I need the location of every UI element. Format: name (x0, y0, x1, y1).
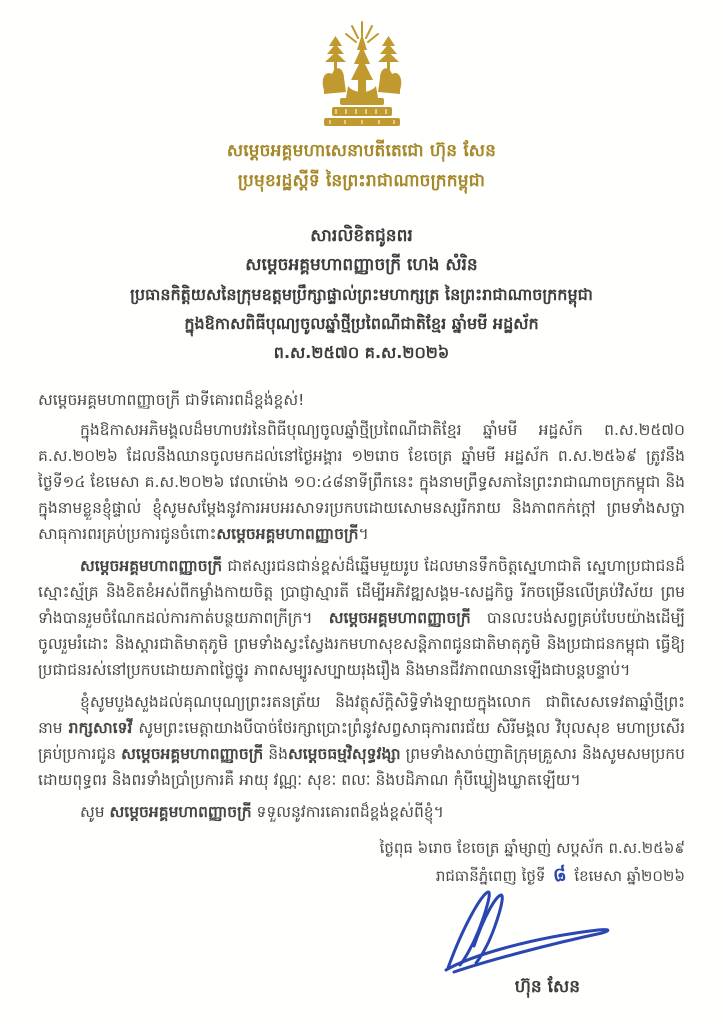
salutation (38, 387, 685, 413)
p3-text-4: ព្រមទាំងសាច់ញាតិក្រុមគ្រួសារ និងសូមសមប្រកបដោយពុទ្ធពរ និងពរទាំងប្រាំប្រការគឺ អាយុ វណ្ណៈ សុខៈ ពលៈ និងបដិភាណ កុំបីឃ្លៀងឃ្លាតឡើយ។ (38, 745, 685, 789)
p2-text-2: បានលះបង់សព្វគ្រប់បែបយ៉ាងដើម្បីចូលរួមរំដោះ និងស្តារជាតិមាតុភូមិ ព្រមទាំងស្វះស្វែងរកមហាសុខសន្តិភាពជូនជាតិមាតុភូមិ និងប្រជាជនកម្ពុជា ធ្វើឱ្យប្រជាជនរស់នៅប្រកបដោយភាពថ្លៃថ្នូរ ភាពសម្បូរសប្បាយរុងរឿង និងមានជីវភាពឈានឡើងជាបន្តបន្ទាប់។ (38, 609, 685, 679)
lunar-date-line: ថ្ងៃពុធ ៦រោច ខែចេត្រ ឆ្នាំម្សាញ់ សប្តស័ក ព.ស.២៥៦៩ (379, 839, 685, 857)
occasion-line: ក្នុងឱកាសពិធីបុណ្យចូលឆ្នាំថ្មីប្រពៃណីជាតិខ្មែរ ឆ្នាំមមី អដ្ឋស័ក (184, 314, 539, 333)
era-years-line: ព.ស.២៥៧០ គ.ស.២០២៦ (273, 343, 450, 362)
paragraph-4 (38, 799, 685, 825)
letter-title: សារលិខិតជូនពរ (310, 226, 413, 246)
signature-area (38, 892, 685, 1022)
cambodia-royal-arms-icon (307, 20, 417, 132)
letterhead-line-1: សម្តេចអគ្គមហាសេនាបតីតេជោ ហ៊ុន សែន (226, 141, 497, 161)
p3-text-1: ខ្ញុំសូមបួងសួងដល់គុណបុណ្យព្រះរតនត្រ័យ និងវត្ថុស័ក្តិសិទ្ធិទាំងឡាយក្នុងលោក ជាពិសេសទេវតាឆ្នាំថ្មីព្រះនាម (38, 693, 685, 737)
recipient-position: ប្រធានកិត្តិយសនៃក្រុមឧត្តមប្រឹក្សាផ្ទាល់ព្រះមហាក្សត្រ នៃព្រះរាជាណាចក្រកម្ពុជា (130, 285, 593, 304)
p3-text-3: និង (263, 745, 288, 763)
letterhead-line-2: ប្រមុខរដ្ឋស្តីទី នៃព្រះរាជាណាចក្រកម្ពុជា (237, 171, 486, 191)
closing-block (38, 835, 685, 890)
letterhead-sender-title (38, 136, 685, 196)
letter-title-block (38, 222, 685, 367)
letter-body (38, 387, 685, 825)
p4-text-2: ទទួលនូវការគោរពដ៏ខ្ពង់ខ្ពស់ពីខ្ញុំ។ (251, 803, 444, 821)
p4-honorific: សម្តេចអគ្គមហាពញ្ញាចក្រី (109, 803, 252, 821)
p1-honorific: សម្តេចអគ្គមហាពញ្ញាចក្រី (216, 525, 359, 543)
paragraph-3 (38, 689, 685, 793)
p2-text-1: ជាឥស្សរជនជាន់ខ្ពស់ដ៏ឆ្នើមមួយរូប ដែលមានទឹកចិត្តស្នេហាជាតិ ស្នេហាប្រជាជនដ៏ស្មោះស្ម័គ្រ និងខិតខំអស់ពីកម្លាំងកាយចិត្ត ប្រាជ្ញាស្មារតី ដើម្បីអភិវឌ្ឍសង្គម-សេដ្ឋកិច្ច រីកចម្រើនលើគ្រប់វិស័យ ព្រមទាំងបានរួមចំណែកដល់ការកាត់បន្ថយភាពក្រីក្រ។ (38, 557, 685, 627)
p2-honorific-1: សម្តេចអគ្គមហាពញ្ញាចក្រី (80, 557, 223, 575)
p2-honorific-2: សម្តេចអគ្គមហាពញ្ញាចក្រី (328, 609, 471, 627)
p1-text: ក្នុងឱកាសអភិមង្គលដ៏មហាបវរនៃពិធីបុណ្យចូលឆ្នាំថ្មីប្រពៃណីជាតិខ្មែរ ឆ្នាំមមី អដ្ឋស័ក ព.ស.២៥៧០ គ.ស.២០២៦ ដែលនឹងឈានចូលមកដល់នៅថ្ងៃអង្គារ ១២រោច ខែចេត្រ ឆ្នាំមមី អដ្ឋស័ក ព.ស.២៥៦៩ ត្រូវនឹងថ្ងៃទី១៤ ខែមេសា គ.ស.២០២៦ វេលាម៉ោង ១០:៤៨នាទីព្រឹកនេះ ក្នុងនាមព្រឹទ្ធសភានៃព្រះរាជាណាចក្រកម្ពុជា និងក្នុងនាមខ្លួនខ្ញុំផ្ទាល់ ខ្ញុំសូមសម្តែងនូវការអបអរសាទរប្រកបដោយសោមនស្សរីករាយ និងភាពកក់ក្តៅ ព្រមទាំងសច្ចាសាធុការពរគ្រប់ប្រការជូនចំពោះ (38, 421, 685, 543)
date-post: ខែមេសា ឆ្នាំ២០២៦ (569, 867, 685, 885)
paragraph-1 (38, 417, 685, 547)
p1-end: ។ (358, 525, 369, 543)
p3-honorific-1: សម្តេចអគ្គមហាពញ្ញាចក្រី (121, 745, 264, 763)
handwritten-day: ៨ (551, 863, 569, 887)
signer-name: ហ៊ុន សែន (514, 977, 580, 997)
hun-sen-signature-icon (430, 886, 630, 981)
p3-text-2: សូមព្រះមេត្តាយាងបីបាច់ថែរក្សាប្រោះព្រំនូវសព្វសាធុការពរជ័យ សិរីមង្គល វិបុលសុខ មហាប្រសើរគ្រប់ប្រការជូន (38, 719, 685, 763)
date-pre: រាជធានីភ្នំពេញ ថ្ងៃទី (435, 867, 551, 885)
paragraph-2 (38, 553, 685, 683)
salutation-rest: ជាទីគោរពដ៏ខ្ពង់ខ្ពស់! (180, 391, 305, 409)
recipient-name: សម្តេចអគ្គមហាពញ្ញាចក្រី ហេង សំរិន (245, 255, 478, 275)
p4-text-1: សូម (80, 803, 110, 821)
salutation-honorific: សម្តេចអគ្គមហាពញ្ញាចក្រី (38, 391, 181, 409)
p3-angel-name: រាក្សសាទេវី (68, 719, 133, 737)
p3-honorific-2: សម្តេចធម្មវិសុទ្ធវង្សា (287, 745, 401, 763)
